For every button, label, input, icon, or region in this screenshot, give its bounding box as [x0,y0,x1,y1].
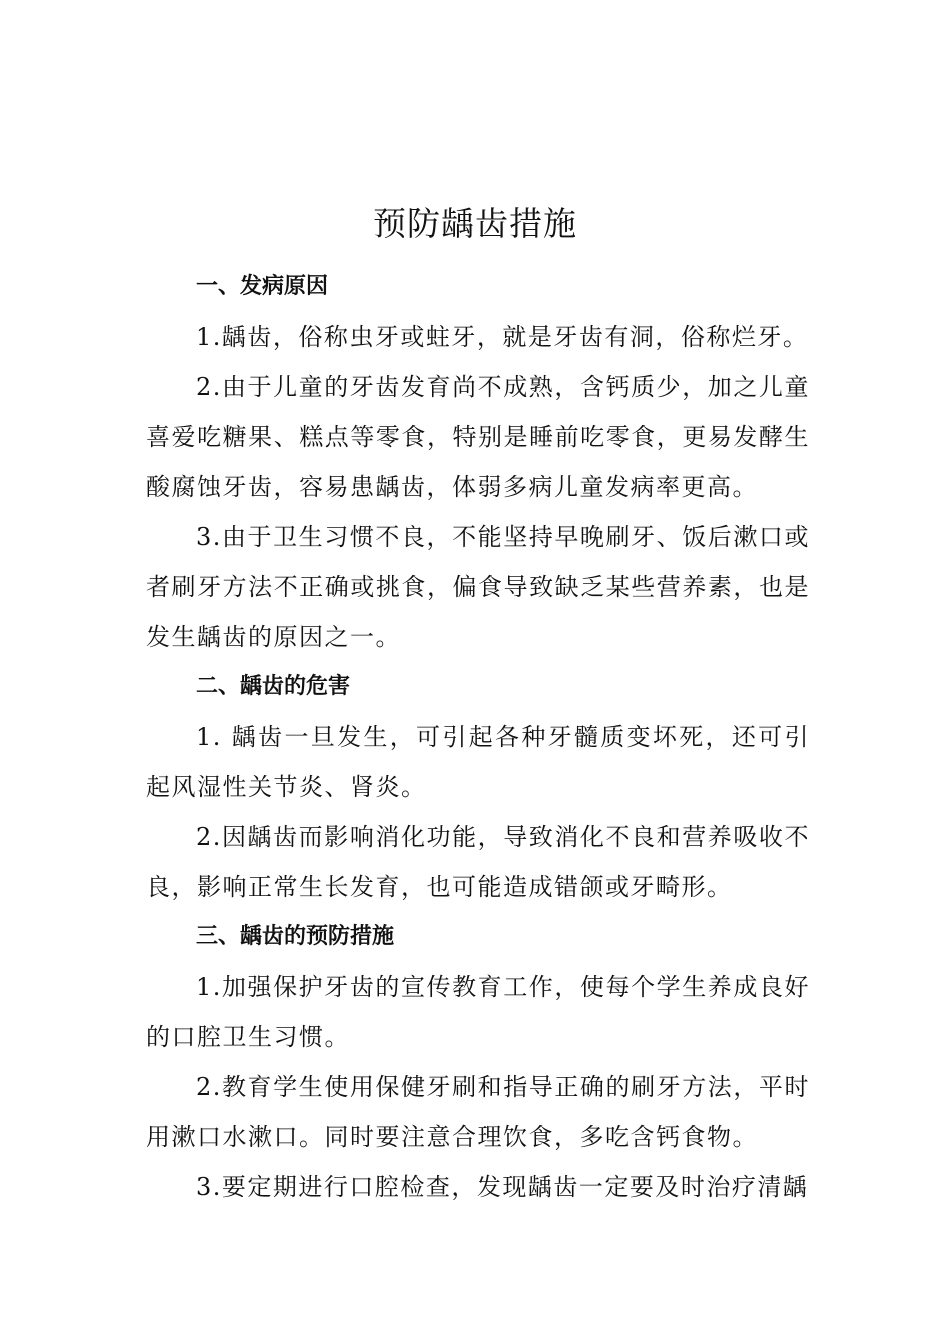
section-heading: 一、发病原因 [196,274,329,299]
paragraph: 1. 龋齿一旦发生，可引起各种牙髓质变坏死，还可引起风湿性关节炎、肾炎。 [146,723,810,801]
paragraph: 3.由于卫生习惯不良，不能坚持早晚刷牙、饭后漱口或者刷牙方法不正确或挑食，偏食导致缺乏某些营养素，也是发生龋齿的原因之一。 [146,523,810,651]
section-heading: 二、龋齿的危害 [196,674,351,699]
section-prevention [146,912,810,1212]
section-heading: 三、龋齿的预防措施 [196,924,395,949]
paragraph: 3.要定期进行口腔检查，发现龋齿一定要及时治疗清龋 [196,1173,809,1201]
paragraph: 2.教育学生使用保健牙刷和指导正确的刷牙方法，平时用漱口水漱口。同时要注意合理饮食，多吃含钙食物。 [146,1073,810,1151]
document-body [146,262,810,1212]
section-causes [146,262,810,662]
paragraph: 2.由于儿童的牙齿发育尚不成熟，含钙质少，加之儿童喜爱吃糖果、糕点等零食，特别是睡前吃零食，更易发酵生酸腐蚀牙齿，容易患龋齿，体弱多病儿童发病率更高。 [146,373,810,501]
paragraph: 2.因龋齿而影响消化功能，导致消化不良和营养吸收不良，影响正常生长发育，也可能造成错颌或牙畸形。 [146,823,810,901]
paragraph: 1.龋齿，俗称虫牙或蛀牙，就是牙齿有洞，俗称烂牙。 [196,323,809,351]
document-title: 预防龋齿措施 [373,204,577,243]
section-harms [146,662,810,912]
paragraph: 1.加强保护牙齿的宣传教育工作，使每个学生养成良好的口腔卫生习惯。 [146,973,810,1051]
